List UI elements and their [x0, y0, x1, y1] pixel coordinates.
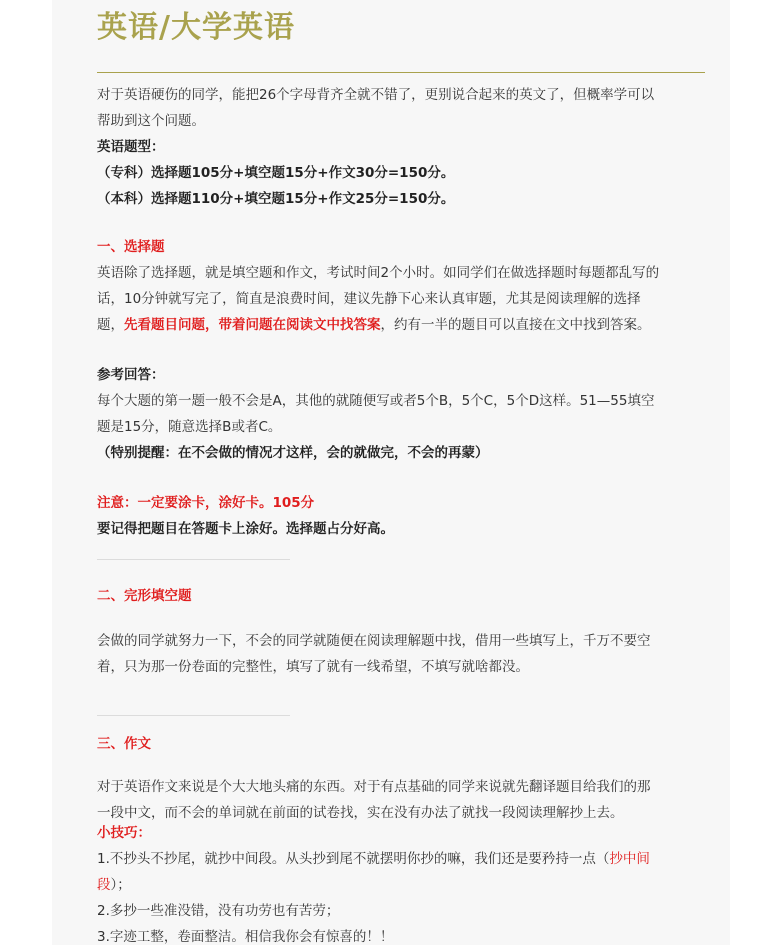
- notice-block: [97, 490, 705, 542]
- reference-block: [97, 362, 705, 466]
- section-essay-body: [97, 774, 705, 826]
- paragraph-line: 一段中文，而不会的单词就在前面的试卷找，实在没有办法了就找一段阅读理解抄上去。: [97, 805, 624, 821]
- section-cloze-body: [97, 628, 705, 680]
- reminder-text: （特别提醒：在不会做的情况才这样，会的就做完，不会的再蒙）: [97, 445, 489, 461]
- page-title: 英语/大学英语: [97, 10, 295, 45]
- text-segment: 1.不抄头不抄尾，就抄中间段。从头抄到尾不就摆明你抄的嘛，我们还是要矜持一点（: [97, 851, 610, 867]
- highlight-text: 先看题目问题，带着问题在阅读文中找答案: [124, 317, 381, 333]
- tips-block: [97, 820, 705, 950]
- notice-bold: 要记得把题目在答题卡上涂好。选择题占分好高。: [97, 521, 394, 537]
- paragraph-line: 对于英语作文来说是个大大地头痛的东西。对于有点基础的同学来说就先翻译题目给我们的那: [97, 779, 651, 795]
- intro-block: [97, 82, 705, 212]
- notice-red: 注意：一定要涂卡，涂好卡。105分: [97, 495, 315, 511]
- intro-line: 帮助到这个问题。: [97, 113, 205, 129]
- section-heading: 一、选择题: [97, 239, 165, 255]
- paragraph-line: 题是15分，随意选择B或者C。: [97, 419, 282, 435]
- highlight-text: 抄中间: [609, 851, 650, 867]
- paragraph-line: 每个大题的第一题一般不会是A，其他的就随便写或者5个B，5个C，5个D这样。51—55填空: [97, 393, 655, 409]
- paragraph-line: 会做的同学就努力一下，不会的同学就随便在阅读理解题中找，借用一些填写上，千万不要空: [97, 633, 651, 649]
- tip-item: [97, 846, 705, 872]
- section-divider: [97, 559, 290, 560]
- question-types-heading: 英语题型：: [97, 139, 165, 155]
- paragraph-line: 着，只为那一份卷面的完整性，填写了就有一线希望，不填写就啥都没。: [97, 659, 529, 675]
- section-heading: 三、作文: [97, 736, 151, 752]
- title-divider: [97, 72, 705, 73]
- highlight-text: 段: [97, 877, 111, 893]
- reference-heading: 参考回答：: [97, 367, 165, 383]
- intro-line: 对于英语硬伤的同学，能把26个字母背齐全就不错了，更别说合起来的英文了，但概率学可以: [97, 87, 655, 103]
- section-choice: [97, 234, 705, 338]
- section-heading: 二、完形填空题: [97, 588, 192, 604]
- text-segment: ）；: [110, 877, 131, 893]
- tip-item: [97, 872, 705, 898]
- section-cloze: [97, 583, 705, 609]
- text-segment: ，约有一半的题目可以直接在文中找到答案。: [380, 317, 651, 333]
- question-types-benke: （本科）选择题110分+填空题15分+作文25分=150分。: [97, 191, 455, 207]
- paragraph-line: 话，10分钟就写完了，简直是浪费时间，建议先静下心来认真审题，尤其是阅读理解的选择: [97, 291, 641, 307]
- question-types-zhuanke: （专科）选择题105分+填空题15分+作文30分=150分。: [97, 165, 455, 181]
- section-essay: [97, 731, 705, 757]
- paragraph-line: 英语除了选择题，就是填空题和作文，考试时间2个小时。如同学们在做选择题时每题都乱写的: [97, 265, 660, 281]
- tip-item: 2.多抄一些准没错，没有功劳也有苦劳；: [97, 903, 340, 919]
- paragraph-line: [97, 312, 705, 338]
- text-segment: 题，: [97, 317, 124, 333]
- section-divider: [97, 715, 290, 716]
- tip-item: 3.字迹工整，卷面整洁。相信我你会有惊喜的！！: [97, 929, 394, 945]
- tips-heading: 小技巧：: [97, 825, 151, 841]
